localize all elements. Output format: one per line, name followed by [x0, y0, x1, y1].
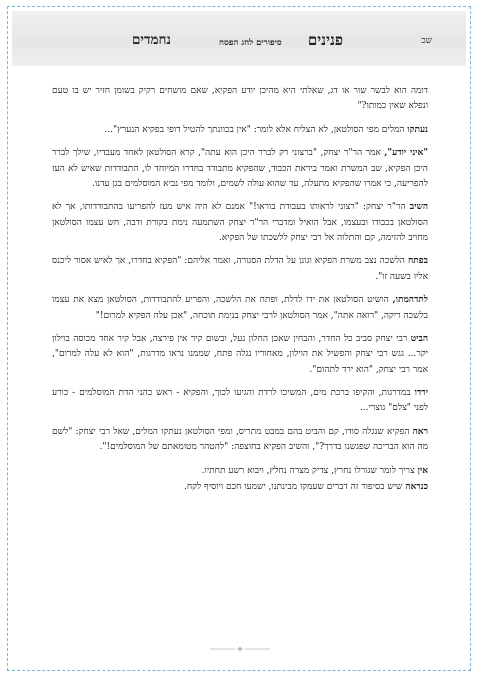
paragraph: [52, 254, 428, 285]
header-section: שכ: [421, 36, 432, 46]
paragraph: [52, 332, 428, 378]
paragraph-text: דומה הוא לבשר שור או דג, שאלתי היא מהיכן יודע הפקיא, שאם מושחים רקיק בשומן חזיר יש בו טעם ונפלא שאין כמותו?": [52, 86, 428, 112]
paragraph-text: אמר הר"ר יצחק, "ברצוני רק לברר היכן הוא עתה", קרא הסולטאן לאחד מעבדיו, שילך לברר היכן הפקיא, שב המשרת ואמר ביראת הכבוד, שהפקיא מתבודד בחדרו המיוחד לו, התבודדות שאיש לא העז להפריעה, כי אמרו שהפקיא מתעלה, עד שהוא עולה לשמים, ולומד מפי נביא המוסלמים בגן עדנו.: [52, 148, 428, 189]
article-body: [52, 84, 428, 503]
paragraph-text: שיש בסיפור זה דברים שעמקו מבינתנו, ישמעו חכם ויוסיף לקח.: [183, 481, 406, 492]
page-header: [12, 11, 466, 66]
paragraph: [52, 84, 428, 115]
paragraph-text: רבי יצחק סביב כל החדר, והבחין שאכן החלון נעל, ובשום קיר אין פירצה, אבל קיר אחד מכוסה בוילון יקר... גגש רבי יצחק והפשיל את הוילון, מאחוריו נגלה פתח, שממנו נראו מדרגות, "הוא לא עלה למרום", אמר רבי יצחק, "הוא ירד לתהום".: [52, 333, 428, 375]
paragraph-lead: אין: [417, 465, 428, 476]
header-subtitle: סיפורים לחג הפסח: [219, 38, 282, 48]
paragraph-lead: השיב: [409, 202, 428, 213]
paragraph: [52, 480, 428, 495]
paragraph-lead: ירדו: [414, 388, 428, 399]
paragraph-text: הר"ר יצחק: "רצוני לראותו בעבודת בוראו!" אמנם לא היה איש מעז להפריעו בהתבודדותו, אך לא הסולטאן בכבודו ובעצמו, אבל הואיל ומדברי הר"ר יצחק השתמעה נימת בקורת ודבה, חש עצמו הסולטאן מחויב להזימה, קם והתלוה אל רבי יצחק ללשכתו של הפקיא.: [52, 202, 428, 243]
paragraph-lead: כנראה: [405, 481, 428, 492]
paragraph-lead: נעתקו: [407, 124, 428, 135]
divider-ornament: [208, 646, 272, 652]
paragraph-text: הלשכה נצב משרת הפקיא וגונן על הדלת הסגורה, ואמר אליהם: "הפקיא בחדרו, אך לאיש אסור ליכנס אליו בשעה זו".: [52, 256, 428, 282]
paragraph-text: המלים מפי הסולטאן, לא הצליח אלא לומר: "אין בכוונתך להטיל דופי בפקיא הנערץ"...: [104, 124, 408, 135]
paragraph-lead: בפתח: [407, 256, 428, 267]
header-title: פנינים: [307, 31, 343, 49]
paragraph-lead: "איני יודע",: [384, 148, 429, 159]
paragraph: [52, 146, 428, 192]
paragraph: [52, 464, 428, 479]
paragraph-lead: הביט: [410, 333, 428, 344]
paragraph: [52, 425, 428, 456]
paragraph-lead: לתדהמתו,: [392, 295, 428, 306]
paragraph-text: צריך לומר שגורלו נחרץ, צדיק מצרה נחלץ, ויבוא רשע תחתיו.: [201, 465, 418, 476]
paragraph-text: הושיט הסולטאן את ידו לדלת, ופתח את הלשכה, והפריע להתבודדות, הסולטאן מצא את עצמו בלשכה ריקה, "רואה אתה", אמר הסולטאן לרבי יצחק בנימת תוכחה, "אכן עלה הפקיא למרום!": [52, 295, 428, 321]
paragraph-text: במדרגות, והקיפו ברכת מים, המשיכו לרדת והגיעו לכוך, והפקיא - ראש כהני הדת המוסלמים - כורע לפני "צלם" נוצרי...: [52, 388, 428, 414]
paragraph-text: הפקיא שנגלה סודו, קם והביט בהם במבט מתריס, ומפי הסולטאן נעתקו המלים, שאל רבי יצחק: "לשם מה הוא הבריכה שפגשנו בדרך?", והשיב הפקיא בחוצפה: "להטהר מטומאתם של המוסלמים!".: [52, 426, 428, 453]
paragraph: [52, 123, 428, 138]
header-edition: נחמדים: [132, 32, 171, 48]
paragraph: [52, 200, 428, 246]
paragraph: [52, 386, 428, 417]
paragraph: [52, 293, 428, 324]
paragraph-lead: ראה: [412, 426, 428, 437]
